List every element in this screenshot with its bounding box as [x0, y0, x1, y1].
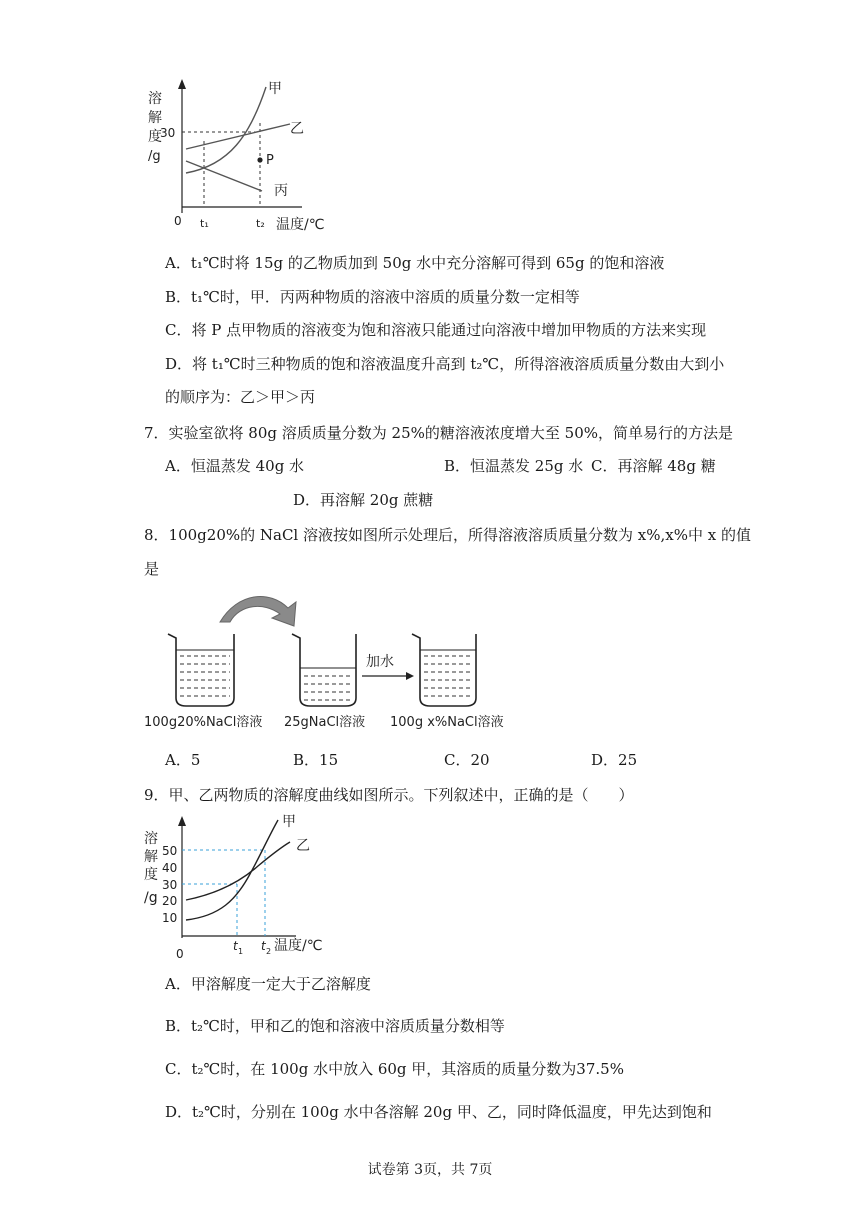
q9-option-a: A．甲溶解度一定大于乙溶解度 [165, 975, 371, 993]
q9-xlabel: 温度/℃ [274, 938, 323, 954]
q8-curved-arrow-icon [220, 596, 296, 626]
q6-point-p [257, 157, 262, 162]
q9-label-jia: 甲 [282, 814, 296, 830]
q9-xtick-t1: t [233, 939, 238, 953]
q6-ylabel-1: 溶 [148, 91, 162, 107]
q6-curve-bing [186, 161, 262, 191]
q9-ylabel-3: 度 [144, 867, 158, 883]
q9-origin: 0 [176, 947, 184, 961]
q9-option-d: D．t₂℃时，分别在 100g 水中各溶解 20g 甲、乙，同时降低温度，甲先达到饱和 [165, 1103, 712, 1121]
q6-ylabel-2: 解 [148, 110, 162, 126]
q6-origin: 0 [174, 214, 182, 228]
q8-stem-line1: 8．100g20%的 NaCl 溶液按如图所示处理后，所得溶液溶质质量分数为 x%,x%中 x 的值 [144, 526, 751, 544]
q8-arrow-head-icon [406, 672, 414, 680]
q7-option-d: D．再溶解 20g 蔗糖 [293, 491, 434, 509]
q9-ytick-30: 30 [162, 878, 178, 892]
q9-label-yi: 乙 [296, 838, 310, 854]
q9-y-axis-arrow [178, 816, 186, 826]
q6-ylabel-4: /g [148, 149, 161, 164]
q6-option-d-line2: 的顺序为：乙＞甲＞丙 [165, 388, 316, 406]
q6-label-yi: 乙 [290, 121, 304, 137]
q6-ylabel-3: 度 [148, 129, 162, 145]
q6-point-p-label: P [266, 153, 274, 168]
q8-beaker-2 [292, 634, 356, 706]
q6-option-b: B．t₁℃时，甲．丙两种物质的溶液中溶质的质量分数一定相等 [165, 288, 580, 306]
q6-option-a: A．t₁℃时将 15g 的乙物质加到 50g 水中充分溶解可得到 65g 的饱和溶液 [165, 254, 665, 272]
q6-xlabel: 温度/℃ [276, 217, 325, 233]
q7-option-c: C．再溶解 48g 糖 [591, 457, 716, 475]
q8-beaker-2-caption: 25gNaCl溶液 [284, 715, 366, 730]
q9-stem: 9．甲、乙两物质的溶解度曲线如图所示。下列叙述中，正确的是（ ） [144, 786, 634, 804]
q6-y-axis-arrow [178, 79, 186, 89]
q6-option-d-line1: D．将 t₁℃时三种物质的饱和溶液温度升高到 t₂℃，所得溶液溶质质量分数由大到小 [165, 355, 725, 373]
q9-curve-jia [186, 820, 278, 920]
q8-beaker-1 [168, 634, 234, 706]
q8-option-b: B．15 [293, 751, 339, 769]
page-footer: 试卷第 3页，共 7页 [367, 1162, 493, 1178]
q6-label-jia: 甲 [268, 81, 282, 97]
q8-diagram [140, 586, 520, 736]
q9-ytick-50: 50 [162, 844, 178, 858]
q7-option-a: A．恒温蒸发 40g 水 [165, 457, 305, 475]
q8-stem-line2: 是 [144, 560, 160, 578]
q6-xtick-t1: t₁ [200, 217, 209, 230]
q6-ytick-30: 30 [160, 126, 176, 140]
q9-solubility-chart [140, 810, 340, 962]
q7-option-b: B．恒温蒸发 25g 水 [444, 457, 584, 475]
q9-curve-yi [186, 842, 290, 900]
q9-xtick-t2: t [261, 939, 266, 953]
q6-xtick-t2: t₂ [256, 217, 265, 230]
q9-ytick-20: 20 [162, 894, 178, 908]
q8-option-d: D．25 [591, 751, 638, 769]
q9-ytick-40: 40 [162, 861, 178, 875]
q8-beaker-1-caption: 100g20%NaCl溶液 [144, 715, 263, 730]
q6-curve-yi [186, 124, 290, 149]
q8-arrow-label: 加水 [366, 654, 394, 670]
q6-label-bing: 丙 [274, 183, 288, 199]
q9-xtick-t2-sub: 2 [266, 947, 272, 956]
q8-option-c: C．20 [444, 751, 490, 769]
q9-xtick-t1-sub: 1 [238, 947, 244, 956]
q6-option-c: C．将 P 点甲物质的溶液变为饱和溶液只能通过向溶液中增加甲物质的方法来实现 [165, 321, 707, 339]
q6-curve-jia [186, 87, 266, 173]
q9-option-c: C．t₂℃时，在 100g 水中放入 60g 甲，其溶质的质量分数为37.5% [165, 1060, 624, 1078]
q8-option-a: A．5 [165, 751, 201, 769]
q8-beaker-3 [412, 634, 476, 706]
q9-ylabel-2: 解 [144, 849, 158, 865]
q7-stem: 7．实验室欲将 80g 溶质质量分数为 25%的糖溶液浓度增大至 50%，简单易行的方法是 [144, 424, 733, 442]
q8-beaker-3-caption: 100g x%NaCl溶液 [390, 715, 504, 730]
q9-option-b: B．t₂℃时，甲和乙的饱和溶液中溶质质量分数相等 [165, 1017, 505, 1035]
q6-solubility-chart [140, 75, 340, 235]
q9-ylabel-4: /g [144, 890, 158, 906]
q9-ytick-10: 10 [162, 911, 178, 925]
q9-ylabel-1: 溶 [144, 831, 158, 847]
